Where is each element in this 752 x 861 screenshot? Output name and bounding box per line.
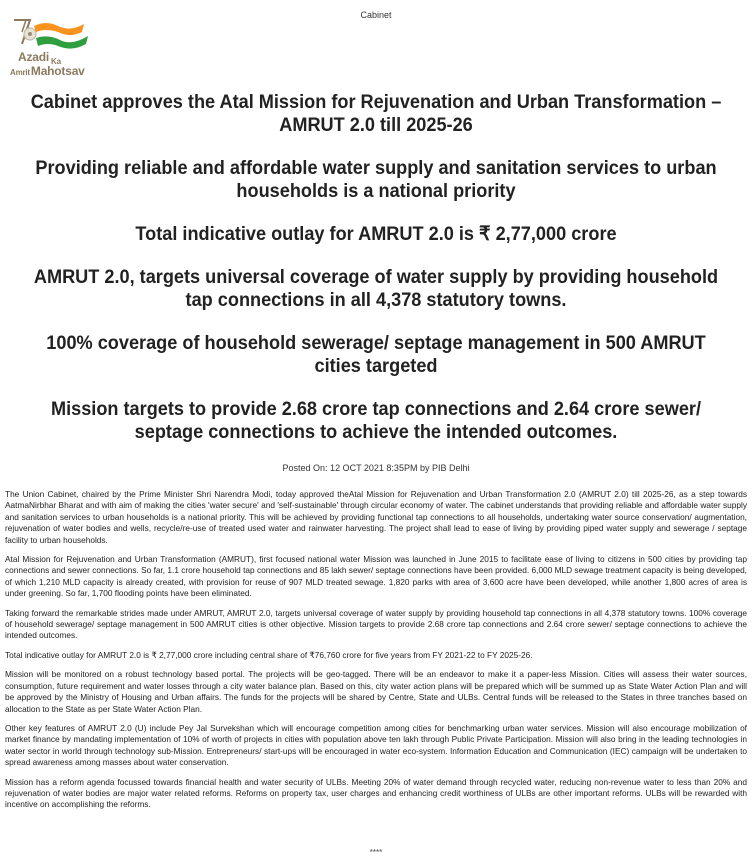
subheadline: AMRUT 2.0, targets universal coverage of water supply by providing household tap connections in all 4,378 statutory towns. [33,266,719,311]
article-paragraph: The Union Cabinet, chaired by the Prime Minister Shri Narendra Modi, today approved theAtal Mission for Rejuvenation and Urban Transformation 2.0 (AMRUT 2.0) till 2025-26, as a step towards AatmaNirbhar Bharat and with aim of making the cities 'water secure' and 'self-sustainable' through circular economy of water. The cabinet understands that providing reliable and affordable water supply and sanitation services to urban households is a national priority. This will be achieved by providing functional tap connections to all households, undertaking water source conservation/ augmentation, rejuvenation of water bodies and wells, recycle/re-use of treated used water and rainwater harvesting. The project shall lead to ease of living by providing piped water supply and sewerage / septage facility to urban households. [5,489,747,545]
logo-text-line1 [18,50,61,64]
logo-text-line2 [10,64,85,78]
article-paragraph: Atal Mission for Rejuvenation and Urban Transformation (AMRUT), first focused national water Mission was launched in June 2015 to facilitate ease of living to citizens in 500 cities by providing tap connections and sewer connections. So far, 1.1 crore household tap connections and 85 lakh sewer/ septage connections have been provided. 6,000 MLD sewage treatment capacity is being developed, of which 1,210 MLD capacity is already created, with provision for reuse of 907 MLD treated sewage. 1,820 parks with area of 3,600 acre have been developed, while another 1,800 acres of area is under greening. So far, 1,700 flooding points have been eliminated. [5,554,747,599]
category-label: Cabinet [360,10,392,20]
posted-on-info: Posted On: 12 OCT 2021 8:35PM by PIB Delhi [282,463,470,473]
main-title: Cabinet approves the Atal Mission for Rejuvenation and Urban Transformation – AMRUT 2.0 till 2025-26 [30,91,722,136]
logo-amrit: Amrit [10,68,30,77]
article-paragraph: Total indicative outlay for AMRUT 2.0 is ₹ 2,77,000 crore including central share of ₹76,760 crore for five years from FY 2021-22 to FY 2025-26. [5,649,533,660]
article-paragraph: Other key features of AMRUT 2.0 (U) include Pey Jal Survekshan which will encourage competition among cities for benchmarking urban water services. Mission will also encourage mobilization of market finance by mandating implementation of 10% of worth of projects in cities with population above ten lakh through Public Private Participation. Mission will also bring in the leading technologies in water sector in world through technology sub-Mission. Entrepreneurs/ start-ups will be encouraged in water eco-system. Information Education and Communication (IEC) campaign will be undertaken to spread awareness among masses about water conservation. [5,722,747,768]
subheadline: Providing reliable and affordable water supply and sanitation services to urban households is a national priority [35,157,717,202]
headlines [0,91,752,464]
article-paragraph: Taking forward the remarkable strides made under AMRUT, AMRUT 2.0, targets universal coverage of water supply by providing household tap connections in all 4,378 statutory towns. 100% coverage of household sewerage/ septage management in 500 AMRUT cities is other objective. Mission targets to provide 2.68 crore tap connections and 2.64 crore sewer/ septage connections to achieve the intended outcomes. [5,607,747,641]
subheadline: Mission targets to provide 2.68 crore tap connections and 2.64 crore sewer/ septage connections to achieve the intended outcomes. [50,398,702,443]
end-of-article-mark: **** [369,848,383,857]
logo-mahotsav: Mahotsav [30,64,85,78]
article-paragraph: Mission has a reform agenda focussed towards financial health and water security of ULBs. Meeting 20% of water demand through recycled water, reducing non-revenue water to less than 20% and rejuvenation of water bodies are major water related reforms. Reforms on property tax, user charges and enhancing credit worthiness of ULBs are other important reforms. ULBs will be rewarded with incentive on accomplishing the reforms. [5,776,747,810]
article-body [5,489,747,819]
logo-flag-graphic [8,18,108,52]
logo-ka: Ka [51,57,61,66]
article-paragraph: Mission will be monitored on a robust technology based portal. The projects will be geo-tagged. There will be an endeavor to make it a paper-less Mission. Cities will assess their water sources, consumption, future requirement and water losses through a city water balance plan. Based on this, city water action plans will be prepared which will be summed up as State Water Action Plan and will be approved by the Ministry of Housing and Urban affairs. The funds for the projects will be shared by Centre, State and ULBs. Central funds will be released to the States in three tranches based on allocation to the State as per State Water Action Plan. [5,669,747,714]
azadi-ka-amrit-mahotsav-logo [8,18,108,78]
logo-azadi: Azadi [18,50,50,64]
subheadline: 100% coverage of household sewerage/ septage management in 500 AMRUT cities targeted [46,332,706,377]
subheadline: Total indicative outlay for AMRUT 2.0 is ₹ 2,77,000 crore [135,223,617,245]
